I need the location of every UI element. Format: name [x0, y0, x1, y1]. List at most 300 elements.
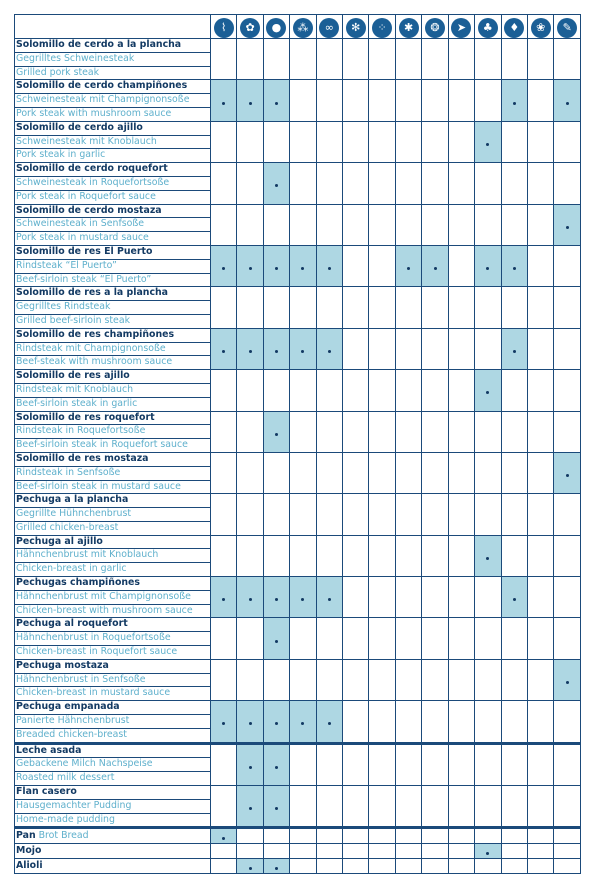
- allergen-empty-cell: [369, 245, 395, 286]
- allergen-mark-cell: [501, 328, 527, 369]
- header-icon-cell: [237, 15, 263, 39]
- allergen-empty-cell: [316, 121, 342, 162]
- allergen-mark-cell: [210, 701, 236, 743]
- allergen-mark-cell: [501, 80, 527, 121]
- allergen-dot-icon: [275, 350, 278, 353]
- dish-name-cell: [15, 494, 211, 535]
- allergen-dot-icon: [222, 102, 225, 105]
- dish-row: [15, 701, 581, 743]
- allergen-dot-icon: [328, 722, 331, 725]
- allergen-dot-icon: [513, 267, 516, 270]
- dish-name-es: Pechugas champiñones: [16, 577, 140, 589]
- dish-name-de: Schweinesteak in Senfsoße: [15, 217, 210, 231]
- allergen-dot-icon: [301, 598, 304, 601]
- dish-name-cell: [15, 370, 211, 411]
- allergen-dot-icon: [566, 102, 569, 105]
- allergen-empty-cell: [554, 786, 581, 828]
- allergen-empty-cell: [316, 80, 342, 121]
- allergen-empty-cell: [448, 859, 474, 874]
- dish-name-en: Beef-steak with mushroom sauce: [15, 355, 210, 369]
- allergen-empty-cell: [554, 494, 581, 535]
- allergen-empty-cell: [554, 121, 581, 162]
- dish-name-cell: [15, 659, 211, 700]
- extra-name-cell: [15, 859, 211, 874]
- lupin-icon: ❀: [531, 18, 551, 38]
- allergen-empty-cell: [263, 535, 289, 576]
- allergen-empty-cell: [422, 163, 448, 204]
- dish-row: [15, 577, 581, 618]
- allergen-dot-icon: [249, 102, 252, 105]
- allergen-empty-cell: [290, 411, 316, 452]
- allergen-empty-cell: [210, 859, 236, 874]
- allergen-empty-cell: [290, 452, 316, 493]
- dish-name-cell: [15, 577, 211, 618]
- allergen-empty-cell: [527, 743, 553, 785]
- allergen-empty-cell: [343, 328, 369, 369]
- allergen-empty-cell: [448, 287, 474, 328]
- allergen-empty-cell: [501, 786, 527, 828]
- allergen-empty-cell: [395, 659, 421, 700]
- dish-name-en: Breaded chicken-breast: [15, 728, 210, 742]
- peanuts-icon: ✻: [346, 18, 366, 38]
- allergen-empty-cell: [343, 370, 369, 411]
- allergen-empty-cell: [237, 39, 263, 80]
- allergen-empty-cell: [448, 535, 474, 576]
- allergen-empty-cell: [475, 743, 501, 785]
- allergen-empty-cell: [263, 121, 289, 162]
- sesame-icon: ⁘: [372, 18, 392, 38]
- allergen-dot-icon: [566, 474, 569, 477]
- nuts-icon: ∞: [319, 18, 339, 38]
- allergen-empty-cell: [343, 411, 369, 452]
- allergen-empty-cell: [475, 411, 501, 452]
- dish-name-de: Schweinesteak mit Champignonsoße: [15, 93, 210, 107]
- allergen-empty-cell: [210, 452, 236, 493]
- allergen-empty-cell: [554, 743, 581, 785]
- allergen-empty-cell: [501, 452, 527, 493]
- allergen-empty-cell: [237, 494, 263, 535]
- dish-name-cell: [15, 328, 211, 369]
- allergen-empty-cell: [369, 844, 395, 859]
- extra-name-es: Mojo: [16, 845, 42, 857]
- allergen-empty-cell: [422, 659, 448, 700]
- allergen-dot-icon: [328, 598, 331, 601]
- dish-name-es: Solomillo de res ajillo: [16, 370, 130, 382]
- allergen-dot-icon: [566, 226, 569, 229]
- allergen-empty-cell: [475, 452, 501, 493]
- allergen-empty-cell: [290, 39, 316, 80]
- allergen-empty-cell: [422, 39, 448, 80]
- allergen-empty-cell: [501, 618, 527, 659]
- allergen-mark-cell: [263, 411, 289, 452]
- allergen-empty-cell: [448, 328, 474, 369]
- dish-row: [15, 80, 581, 121]
- dish-row: [15, 535, 581, 576]
- allergen-empty-cell: [395, 80, 421, 121]
- allergen-empty-cell: [369, 328, 395, 369]
- allergen-empty-cell: [422, 80, 448, 121]
- allergen-dot-icon: [328, 267, 331, 270]
- allergen-mark-cell: [554, 659, 581, 700]
- allergen-empty-cell: [554, 844, 581, 859]
- allergen-empty-cell: [554, 163, 581, 204]
- header-icon-cell: [263, 15, 289, 39]
- allergen-dot-icon: [301, 722, 304, 725]
- dish-name-es: Solomillo de cerdo roquefort: [16, 163, 168, 175]
- dish-name-en: Roasted milk dessert: [15, 771, 210, 785]
- dish-name-es: Pechuga a la plancha: [16, 494, 129, 506]
- allergen-empty-cell: [475, 577, 501, 618]
- extra-name-translations: Brot Bread: [35, 830, 89, 842]
- allergen-mark-cell: [554, 80, 581, 121]
- allergen-empty-cell: [343, 659, 369, 700]
- dish-name-es: Solomillo de res champiñones: [16, 328, 175, 340]
- gluten-icon: ⌇: [214, 18, 234, 38]
- allergen-empty-cell: [448, 245, 474, 286]
- allergen-empty-cell: [316, 287, 342, 328]
- dish-name-de: Gebackene Milch Nachspeise: [15, 757, 210, 771]
- allergen-empty-cell: [237, 121, 263, 162]
- allergen-empty-cell: [395, 287, 421, 328]
- allergen-empty-cell: [316, 452, 342, 493]
- allergen-mark-cell: [395, 245, 421, 286]
- allergen-empty-cell: [422, 328, 448, 369]
- dish-name-cell: [15, 163, 211, 204]
- allergen-empty-cell: [554, 618, 581, 659]
- allergen-empty-cell: [527, 80, 553, 121]
- allergen-empty-cell: [527, 204, 553, 245]
- fish-icon: ➤: [451, 18, 471, 38]
- dish-name-es: Solomillo de cerdo ajillo: [16, 121, 143, 133]
- header-blank-cell: [15, 15, 211, 39]
- mustard-icon: ♦: [504, 18, 524, 38]
- allergen-empty-cell: [475, 494, 501, 535]
- allergen-dot-icon: [407, 267, 410, 270]
- allergen-mark-cell: [290, 701, 316, 743]
- allergen-dot-icon: [249, 722, 252, 725]
- allergen-empty-cell: [448, 80, 474, 121]
- allergen-dot-icon: [249, 267, 252, 270]
- dish-name-cell: [15, 121, 211, 162]
- allergen-empty-cell: [343, 701, 369, 743]
- dish-name-de: Schweinesteak in Roquefortsoße: [15, 176, 210, 190]
- allergen-empty-cell: [369, 701, 395, 743]
- allergen-empty-cell: [554, 328, 581, 369]
- allergen-empty-cell: [210, 659, 236, 700]
- allergen-empty-cell: [501, 370, 527, 411]
- dish-name-cell: [15, 701, 211, 743]
- allergen-mark-cell: [475, 121, 501, 162]
- allergen-dot-icon: [275, 766, 278, 769]
- allergen-empty-cell: [263, 287, 289, 328]
- allergen-empty-cell: [422, 577, 448, 618]
- dish-row: [15, 659, 581, 700]
- allergen-empty-cell: [527, 786, 553, 828]
- allergen-empty-cell: [343, 39, 369, 80]
- allergen-dot-icon: [222, 350, 225, 353]
- allergen-empty-cell: [395, 859, 421, 874]
- allergen-empty-cell: [475, 859, 501, 874]
- allergen-empty-cell: [395, 844, 421, 859]
- allergen-empty-cell: [343, 80, 369, 121]
- allergen-empty-cell: [290, 163, 316, 204]
- allergen-empty-cell: [290, 121, 316, 162]
- dish-name-es: Solomillo de cerdo mostaza: [16, 204, 162, 216]
- allergen-empty-cell: [237, 163, 263, 204]
- allergen-empty-cell: [210, 411, 236, 452]
- allergen-empty-cell: [210, 535, 236, 576]
- allergen-empty-cell: [527, 121, 553, 162]
- allergen-empty-cell: [448, 121, 474, 162]
- allergen-empty-cell: [210, 121, 236, 162]
- allergen-empty-cell: [290, 786, 316, 828]
- allergen-dot-icon: [249, 350, 252, 353]
- allergen-dot-icon: [513, 102, 516, 105]
- allergen-mark-cell: [290, 328, 316, 369]
- allergen-empty-cell: [316, 370, 342, 411]
- allergen-mark-cell: [263, 328, 289, 369]
- allergen-empty-cell: [395, 618, 421, 659]
- allergen-empty-cell: [210, 786, 236, 828]
- allergen-empty-cell: [501, 659, 527, 700]
- allergen-mark-cell: [263, 577, 289, 618]
- allergen-mark-cell: [237, 786, 263, 828]
- allergen-dot-icon: [566, 681, 569, 684]
- allergen-empty-cell: [369, 163, 395, 204]
- allergen-dot-icon: [275, 598, 278, 601]
- allergen-empty-cell: [263, 659, 289, 700]
- allergen-dot-icon: [222, 722, 225, 725]
- allergen-empty-cell: [448, 659, 474, 700]
- allergen-empty-cell: [395, 163, 421, 204]
- allergen-mark-cell: [290, 245, 316, 286]
- allergen-empty-cell: [475, 786, 501, 828]
- allergen-dot-icon: [249, 598, 252, 601]
- allergen-empty-cell: [263, 39, 289, 80]
- allergen-empty-cell: [316, 618, 342, 659]
- allergen-mark-cell: [210, 80, 236, 121]
- allergen-empty-cell: [343, 121, 369, 162]
- dish-name-cell: [15, 204, 211, 245]
- header-icon-cell: [210, 15, 236, 39]
- allergen-empty-cell: [395, 204, 421, 245]
- allergen-empty-cell: [343, 452, 369, 493]
- allergen-empty-cell: [527, 859, 553, 874]
- allergen-empty-cell: [369, 743, 395, 785]
- dish-row: [15, 411, 581, 452]
- dish-name-es: Pechuga empanada: [16, 701, 120, 713]
- allergen-empty-cell: [290, 204, 316, 245]
- allergen-mark-cell: [316, 701, 342, 743]
- dish-name-es: Solomillo de res mostaza: [16, 452, 149, 464]
- allergen-mark-cell: [263, 618, 289, 659]
- allergen-mark-cell: [210, 328, 236, 369]
- allergen-empty-cell: [501, 411, 527, 452]
- allergen-empty-cell: [316, 163, 342, 204]
- allergen-empty-cell: [527, 245, 553, 286]
- dish-name-de: Gegrillte Hühnchenbrust: [15, 507, 210, 521]
- allergen-empty-cell: [210, 39, 236, 80]
- dish-row: [15, 786, 581, 828]
- allergen-empty-cell: [369, 859, 395, 874]
- allergen-dot-icon: [275, 722, 278, 725]
- allergen-empty-cell: [554, 577, 581, 618]
- allergen-empty-cell: [395, 452, 421, 493]
- dish-row: [15, 328, 581, 369]
- allergen-empty-cell: [527, 659, 553, 700]
- allergen-empty-cell: [237, 204, 263, 245]
- allergen-empty-cell: [422, 494, 448, 535]
- allergen-empty-cell: [290, 370, 316, 411]
- allergen-empty-cell: [290, 287, 316, 328]
- allergen-empty-cell: [501, 844, 527, 859]
- allergen-mark-cell: [263, 786, 289, 828]
- header-icon-cell: [343, 15, 369, 39]
- dish-name-en: Beef-sirloin steak in mustard sauce: [15, 480, 210, 494]
- allergen-empty-cell: [527, 328, 553, 369]
- header-icon-cell: [554, 15, 581, 39]
- dish-name-de: Hähnchenbrust mit Knoblauch: [15, 548, 210, 562]
- allergen-empty-cell: [448, 411, 474, 452]
- dish-name-es: Solomillo de cerdo a la plancha: [16, 39, 182, 50]
- dish-name-de: Hähnchenbrust in Roquefortsoße: [15, 631, 210, 645]
- allergen-empty-cell: [343, 618, 369, 659]
- header-icon-cell: [422, 15, 448, 39]
- dish-name-en: Chicken-breast in Roquefort sauce: [15, 645, 210, 659]
- allergen-dot-icon: [222, 598, 225, 601]
- dish-name-en: Home-made pudding: [15, 813, 210, 827]
- allergen-empty-cell: [210, 743, 236, 785]
- allergen-mark-cell: [501, 577, 527, 618]
- extra-name-es: Alioli: [16, 860, 43, 872]
- allergen-empty-cell: [554, 370, 581, 411]
- allergen-empty-cell: [263, 452, 289, 493]
- dish-name-cell: [15, 287, 211, 328]
- allergen-dot-icon: [249, 807, 252, 810]
- allergen-empty-cell: [475, 80, 501, 121]
- dish-name-de: Rindsteak mit Knoblauch: [15, 383, 210, 397]
- dish-row: [15, 245, 581, 286]
- allergen-empty-cell: [448, 204, 474, 245]
- allergen-empty-cell: [475, 39, 501, 80]
- dish-name-es: Pechuga al ajillo: [16, 535, 103, 547]
- allergen-empty-cell: [448, 701, 474, 743]
- allergen-mark-cell: [316, 328, 342, 369]
- allergen-empty-cell: [422, 786, 448, 828]
- dish-name-de: Rindsteak in Roquefortsoße: [15, 424, 210, 438]
- allergen-empty-cell: [422, 411, 448, 452]
- allergen-dot-icon: [249, 766, 252, 769]
- header-icon-cell: [475, 15, 501, 39]
- dish-name-de: Hähnchenbrust mit Champignonsoße: [15, 590, 210, 604]
- allergen-empty-cell: [343, 535, 369, 576]
- allergen-empty-cell: [422, 701, 448, 743]
- allergen-empty-cell: [422, 618, 448, 659]
- allergen-empty-cell: [554, 859, 581, 874]
- allergen-empty-cell: [343, 494, 369, 535]
- allergen-mark-cell: [210, 245, 236, 286]
- allergen-empty-cell: [422, 204, 448, 245]
- allergen-mark-cell: [237, 80, 263, 121]
- allergen-mark-cell: [475, 370, 501, 411]
- allergen-empty-cell: [316, 859, 342, 874]
- allergen-empty-cell: [369, 39, 395, 80]
- dish-name-cell: [15, 743, 211, 785]
- allergen-empty-cell: [527, 577, 553, 618]
- dish-name-en: Chicken-breast in mustard sauce: [15, 686, 210, 700]
- allergen-empty-cell: [395, 701, 421, 743]
- allergen-empty-cell: [475, 163, 501, 204]
- allergen-mark-cell: [263, 701, 289, 743]
- egg-icon: ●: [266, 18, 286, 38]
- allergen-empty-cell: [237, 411, 263, 452]
- header-icon-cell: [290, 15, 316, 39]
- allergen-empty-cell: [527, 163, 553, 204]
- extra-row: [15, 859, 581, 874]
- dish-name-de: Panierte Hähnchenbrust: [15, 714, 210, 728]
- allergen-empty-cell: [290, 859, 316, 874]
- allergen-empty-cell: [316, 659, 342, 700]
- dish-row: [15, 452, 581, 493]
- dish-name-de: Rindsteak in Senfsoße: [15, 466, 210, 480]
- allergen-empty-cell: [395, 786, 421, 828]
- allergen-mark-cell: [263, 859, 289, 874]
- allergen-empty-cell: [554, 701, 581, 743]
- header-icon-cell: [501, 15, 527, 39]
- allergen-empty-cell: [501, 701, 527, 743]
- allergen-dot-icon: [275, 867, 278, 870]
- allergen-empty-cell: [422, 287, 448, 328]
- allergen-empty-cell: [448, 39, 474, 80]
- allergen-empty-cell: [554, 411, 581, 452]
- celery-icon: ♣: [478, 18, 498, 38]
- allergen-empty-cell: [501, 535, 527, 576]
- allergen-empty-cell: [290, 535, 316, 576]
- allergen-empty-cell: [369, 411, 395, 452]
- allergen-empty-cell: [527, 535, 553, 576]
- allergen-empty-cell: [237, 370, 263, 411]
- allergen-empty-cell: [210, 204, 236, 245]
- allergen-mark-cell: [263, 163, 289, 204]
- dish-name-en: Chicken-breast in garlic: [15, 562, 210, 576]
- dish-name-en: Beef-sirloin steak “El Puerto”: [15, 273, 210, 287]
- allergen-empty-cell: [343, 287, 369, 328]
- allergen-mark-cell: [501, 245, 527, 286]
- allergen-empty-cell: [395, 39, 421, 80]
- dish-name-en: Beef-sirloin steak in garlic: [15, 397, 210, 411]
- allergen-empty-cell: [395, 494, 421, 535]
- header-icon-cell: [369, 15, 395, 39]
- allergen-empty-cell: [237, 535, 263, 576]
- dish-name-es: Leche asada: [16, 744, 82, 756]
- allergen-mark-cell: [475, 535, 501, 576]
- allergen-empty-cell: [422, 743, 448, 785]
- allergen-empty-cell: [263, 494, 289, 535]
- allergen-empty-cell: [395, 121, 421, 162]
- allergen-mark-cell: [554, 204, 581, 245]
- dish-name-cell: [15, 452, 211, 493]
- allergen-empty-cell: [501, 859, 527, 874]
- allergen-mark-cell: [237, 328, 263, 369]
- allergen-empty-cell: [290, 844, 316, 859]
- dish-name-de: Gegrilltes Schweinesteak: [15, 52, 210, 66]
- dish-row: [15, 287, 581, 328]
- dish-name-es: Solomillo de res roquefort: [16, 411, 155, 423]
- allergen-mark-cell: [237, 577, 263, 618]
- allergen-empty-cell: [422, 859, 448, 874]
- allergen-empty-cell: [369, 452, 395, 493]
- allergen-empty-cell: [395, 577, 421, 618]
